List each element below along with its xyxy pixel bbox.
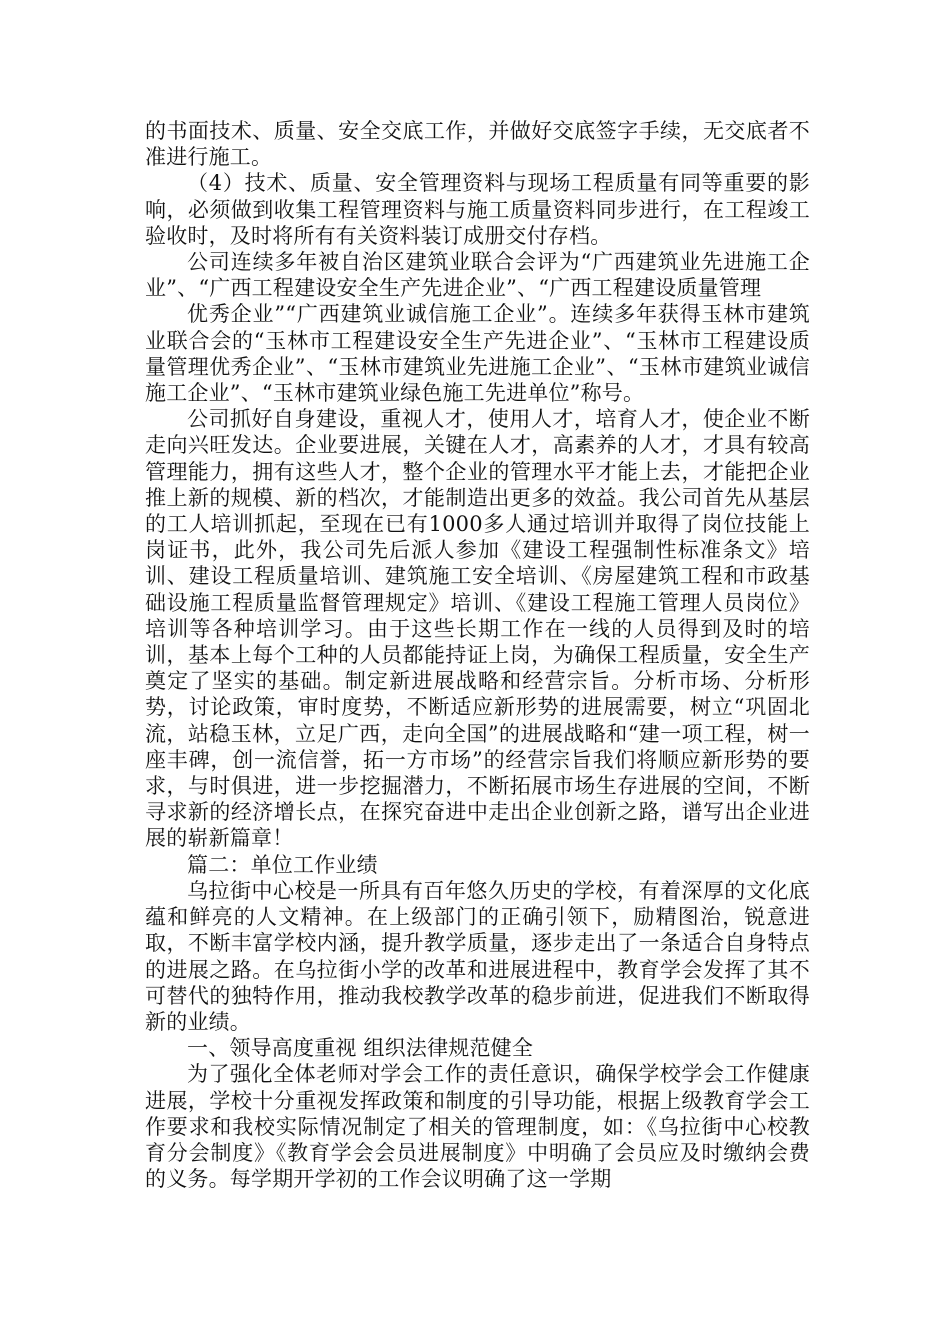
paragraph-awards-continued: 优秀企业”“广西建筑业诚信施工企业”。连续多年获得玉林市建筑业联合会的“玉林市工程建设安全生产先进企业”、“玉林市工程建设质量管理优秀企业”、“玉林市建筑业先进施工企业”、“玉林市建筑业诚信施工企业”、“玉林市建筑业绿色施工先进单位”称号。 [145,302,810,406]
section-heading-part-two: 篇二：单位工作业绩 [187,852,378,877]
paragraph-leadership: 为了强化全体老师对学会工作的责任意识，确保学校学会工作健康进展，学校十分重视发挥政策和制度的引导功能，根据上级教育学会工作要求和我校实际情况制定了相关的管理制度，如：《乌拉街中心校教育分会制度》《教育学会会员进展制度》中明确了会员应及时缴纳会费的义务。每学期开学初的工作会议明确了这一学期 [145,1062,810,1192]
paragraph-talent: 公司抓好自身建设，重视人才，使用人才，培育人才，使企业不断走向兴旺发达。企业要进展，关键在人才，高素养的人才，才具有较高管理能力，拥有这些人才，整个企业的管理水平才能上去，才能把企业推上新的规模、新的档次，才能制造出更多的效益。我公司首先从基层的工人培训抓起，至现在已有1000多人通过培训并取得了岗位技能上岗证书，此外，我公司先后派人参加《建设工程强制性标准条文》培训、建设工程质量培训、建筑施工安全培训、《房屋建筑工程和市政基础设施工程质量监督管理规定》培训、《建设工程施工管理人员岗位》培训等各种培训学习。由于这些长期工作在一线的人员得到及时的培训，基本上每个工种的人员都能持证上岗，为确保工程质量，安全生产奠定了坚实的基础。制定新进展战略和经营宗旨。分析市场、分析形势，讨论政策，审时度势，不断适应新形势的进展需要，树立“巩固北流，站稳玉林，立足广西，走向全国”的进展战略和“建一项工程，树一座丰碑，创一流信誉，拓一方市场”的经营宗旨我们将顺应新形势的要求，与时俱进，进一步挖掘潜力，不断拓展市场生存进展的空间，不断寻求新的经济增长点，在探究奋进中走出企业创新之路，谱写出企业进展的崭新篇章！ [145,407,810,851]
paragraph-item-4: （4）技术、质量、安全管理资料与现场工程质量有同等重要的影响，必须做到收集工程管理资料与施工质量资料同步进行，在工程竣工验收时，及时将所有有关资料装订成册交付存档。 [145,171,810,248]
paragraph-awards-intro: 公司连续多年被自治区建筑业联合会评为“广西建筑业先进施工企业”、“广西工程建设安全生产先进企业”、“广西工程建设质量管理 [145,250,810,301]
paragraph-school-intro: 乌拉街中心校是一所具有百年悠久历史的学校，有着深厚的文化底蕴和鲜亮的人文精神。在上级部门的正确引领下，励精图治，锐意进取，不断丰富学校内涵，提升教学质量，逐步走出了一条适合自身特点的进展之路。在乌拉街小学的改革和进展进程中，教育学会发挥了其不可替代的独特作用，推动我校教学改革的稳步前进，促进我们不断取得新的业绩。 [145,878,810,1034]
document-body [145,118,810,1192]
paragraph-continuation: 的书面技术、质量、安全交底工作，并做好交底签字手续，无交底者不准进行施工。 [145,119,810,170]
section-heading-leadership: 一、领导高度重视 组织法律规范健全 [187,1036,534,1061]
